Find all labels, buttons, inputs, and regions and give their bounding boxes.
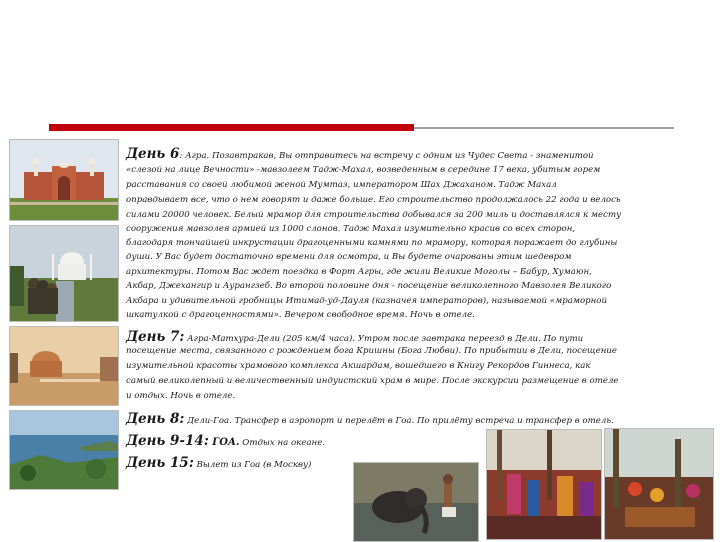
day7-line-2: посещение места, связанного с рождением бога Кришны (Бога Любви). По прибытии в Дели, посещение xyxy=(126,346,618,356)
day6-line-2: «слезой на лице Вечности» -мавзолеем Тадж-Махал, возведенным в середине 17 века, убитым горем xyxy=(126,165,601,175)
day6-line-12: шкатулкой с драгоценностями». Вечером свободное время. Ночь в отеле. xyxy=(126,310,475,320)
day9-14-title: День 9-14: xyxy=(126,433,209,449)
day6-line-5: силами 20000 человек. Белый мрамор для строительства добывался за 200 миль и доставлялся к месту xyxy=(126,210,622,220)
day15-line: День 15: Вылет из Гоа (в Москву) xyxy=(126,455,312,471)
day7-line-4: самый великолепный и величественный индуистский храм в мире. После экскурсии размещение в отеле xyxy=(126,376,619,386)
day6-line-8: души. У Вас будет достаточно времени для осмотра, и Вы будете очарованы этим шедевром xyxy=(126,252,572,262)
day6-line-1: День 6: Агра. Позавтракав, Вы отправитесь на встречу с одним из Чудес Света - знаменитой xyxy=(126,146,594,162)
goa-coast-photo xyxy=(9,410,119,490)
day6-title: День 6 xyxy=(126,146,180,162)
day7-line-5: и отдых. Ночь в отеле. xyxy=(126,391,236,401)
day6-line-7: благодаря тончайшей инкрустации драгоценными камнями по мрамору, которая поражает до глубины xyxy=(126,238,618,248)
day6-line-4: оправдывает все, что о нем говорят и даже больше. Его строительство продолжалось 22 года и велось xyxy=(126,195,621,205)
day6-line-3: расставания со своей любимой женой Мумтаз, императором Шах Джаханом. Тадж Махал xyxy=(126,180,557,190)
title-bar-grey xyxy=(414,127,674,129)
day7-title: День 7: xyxy=(126,329,185,345)
day9-14-line: День 9-14: ГОА. Отдых на океане. xyxy=(126,433,326,449)
elephant-photo xyxy=(353,462,479,542)
market-photo xyxy=(486,429,602,540)
taj-mahal-photo xyxy=(9,225,119,322)
day15-title: День 15: xyxy=(126,455,194,471)
day8-line: День 8: Дели-Гоа. Трансфер в аэропорт и перелёт в Гоа. По прилёту встреча и трансфер в отель. xyxy=(126,411,614,427)
day6-line-9: архитектуры. Потом Вас ждет поездка в Форт Агры, где жили Великие Моголы – Бабур, Хумаюн, xyxy=(126,267,592,277)
day6-line-10: Акбар, Джехангир и Аурангзеб. Во второй половине дня - посещение великолепного Мавзолея Великого xyxy=(126,281,612,291)
goa-market-palms-photo xyxy=(604,428,714,540)
title-bar-red xyxy=(49,124,414,131)
day6-line-11: Акбара и удивительной гробницы Итимад-уд-Дауля (казначея императоров), называемой «мраморной xyxy=(126,296,607,306)
day7-line-3: изумительной красоты храмового комплекса Акшардам, вошедшего в Книгу Рекордов Гиннеса, как xyxy=(126,361,591,371)
day7-line-1: День 7: Агра-Матхура-Дели (205 км/4 часа). Утром после завтрака переезд в Дели. По пути xyxy=(126,329,584,345)
day6-line-6: сооружения мавзолея армией из 1000 слонов. Тадж Махал изумительно красив со всех сторон, xyxy=(126,224,576,234)
akbar-tomb-photo xyxy=(9,139,119,221)
day8-title: День 8: xyxy=(126,411,185,427)
akshardham-photo xyxy=(9,326,119,406)
